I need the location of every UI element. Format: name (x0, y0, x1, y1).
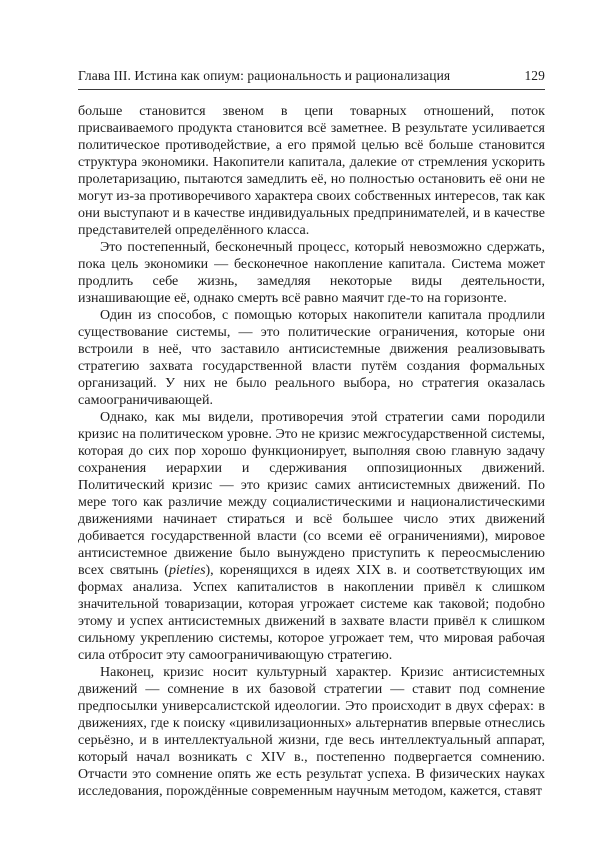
chapter-title: Глава III. Истина как опиум: рациональность и рационализация (78, 68, 451, 83)
page-number: 129 (524, 68, 545, 83)
paragraph: больше становится звеном в цепи товарных отношений, поток присваиваемого продукта становится всё заметнее. В результате усиливается политическое противодействие, а его прямой целью всё больше становится структура экономики. Накопители капитала, далекие от стремления ускорить пролетаризацию, пытаются замедлить её, но полностью остановить её они не могут из-за противоречивого характера своих собственных интересов, так как они выступают и в качестве индивидуальных предпринимателей, и в качестве представителей определённого класса. (78, 104, 545, 238)
running-head (78, 68, 545, 90)
paragraph: Один из способов, с помощью которых накопители капитала продлили существование системы, — это политические ограничения, которые они встроили в неё, что заставило антисистемные движения реализовывать стратегию захвата государственной власти путём создания формальных организаций. У них не было реального выбора, но стратегия оказалась самоограничивающей. (78, 308, 545, 408)
body-text (78, 103, 545, 800)
paragraph: Наконец, кризис носит культурный характер. Кризис антисистемных движений — сомнение в их базовой стратегии — ставит под сомнение предпосылки универсалистской идеологии. Это происходит в двух сферах: в движениях, где к поиску «цивилизационных» альтернатив впервые отнеслись серьёзно, и в интеллектуальной жизни, где весь интеллектуальный аппарат, который начал возникать с XIV в., постепенно подвергается сомнению. Отчасти это сомнение опять же есть результат успеха. В физических науках исследования, порождённые современным научным методом, кажется, ставят (78, 665, 545, 799)
paragraph: Однако, как мы видели, противоречия этой стратегии сами породили кризис на политическом уровне. Это не кризис межгосударственной системы, которая до сих пор хорошо функционирует, выполняя свою главную задачу сохранения иерархии и сдерживания оппозиционных движений. Политический кризис — это кризис самих антисистемных движений. По мере того как различие между социалистическими и националистическими движениями начинает стираться и всё большее число этих движений добивается государственной власти (со всеми её ограничениями), мировое антисистемное движение было вынуждено приступить к переосмыслению всех святынь (pieties), коренящихся в идеях XIX в. и соответствующих им формах анализа. Успех капиталистов в накоплении привёл к слишком значительной товаризации, которая угрожает системе как таковой; подобно этому и успех антисистемных движений в захвате власти привёл к слишком сильному укреплению системы, которое угрожает тем, что мировая рабочая сила отбросит эту самоограничивающую стратегию. (78, 410, 546, 663)
paragraph: Это постепенный, бесконечный процесс, который невозможно сдержать, пока цель экономики — бесконечное накопление капитала. Система может продлить себе жизнь, замедляя некоторые виды деятельности, изнашивающие её, однако смерть всё равно маячит где-то на горизонте. (78, 240, 545, 306)
